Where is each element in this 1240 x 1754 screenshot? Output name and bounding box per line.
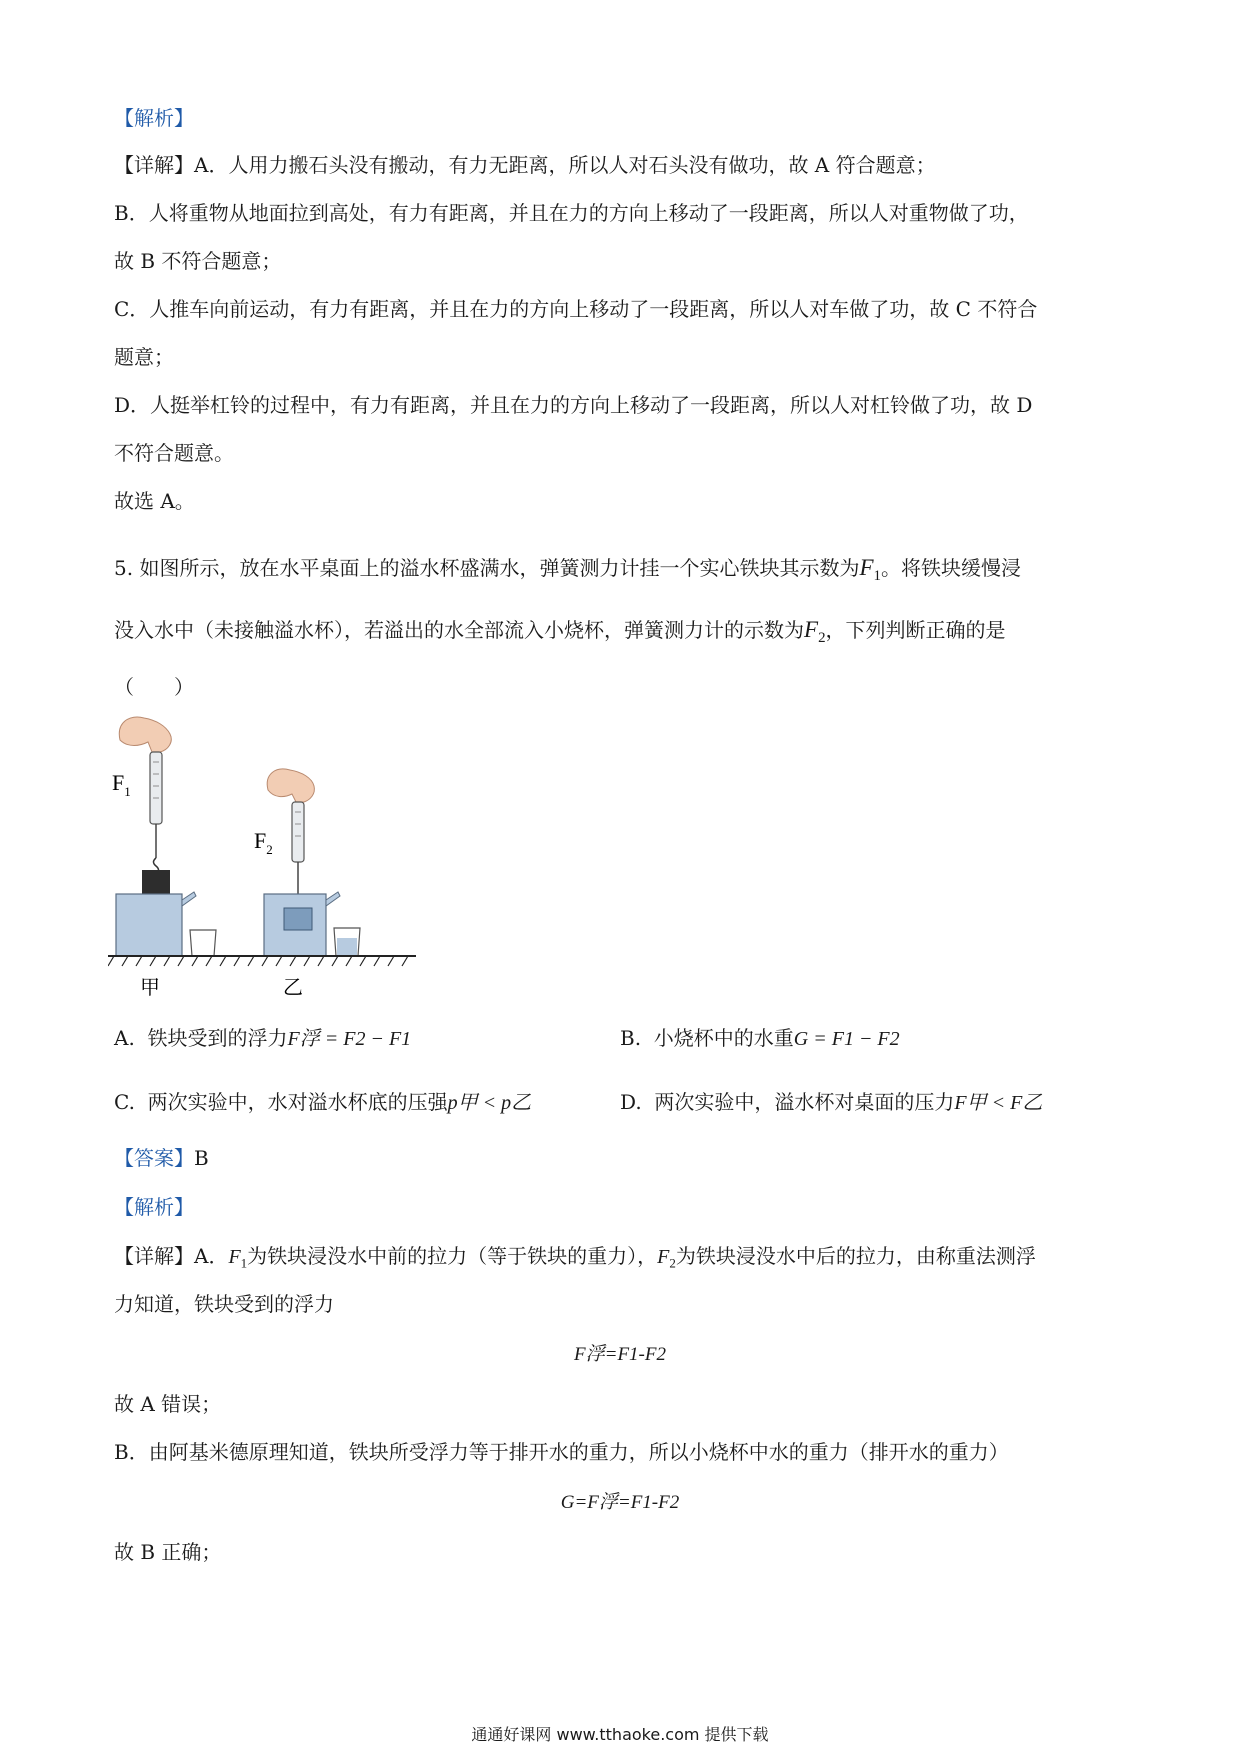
iron-block-submerged (284, 908, 312, 930)
q5-line2-post: ，下列判断正确的是 (825, 618, 1006, 642)
option-d (620, 1087, 1042, 1118)
hand-left (119, 717, 171, 752)
detail-d-line2: 不符合题意。 (114, 441, 234, 465)
option-b-text: 小烧杯中的水重 (653, 1026, 794, 1050)
detail2-a-mid1: 为铁块浸没水中前的拉力（等于铁块的重力）， (247, 1244, 658, 1268)
detail-b-line2: 故 B 不符合题意； (114, 249, 282, 273)
spring-scale-left (150, 752, 162, 824)
option-c-label: C. (114, 1090, 135, 1114)
detail-choice: 故选 A。 (114, 489, 195, 513)
detail2-a-pre: A． (194, 1244, 229, 1268)
footer-text: 通通好课网 www.tthaoke.com 提供下载 (471, 1725, 769, 1744)
iron-block-left (142, 870, 170, 894)
label-yi: 乙 (283, 975, 303, 999)
option-b (620, 1023, 900, 1054)
detail2-tag: 【详解】 (114, 1244, 194, 1268)
detail-c-line2: 题意； (114, 345, 174, 369)
option-a-text: 铁块受到的浮力 (147, 1026, 288, 1050)
spring-scale-right (292, 802, 304, 862)
option-d-label: D. (620, 1090, 642, 1114)
label-f2: $F_2$ (254, 828, 273, 857)
option-c (114, 1087, 531, 1118)
apparatus-jia (112, 717, 216, 956)
label-jia: 甲 (140, 975, 160, 999)
option-a-label: A. (114, 1026, 135, 1050)
detail-a-line (114, 150, 936, 180)
option-a (114, 1023, 411, 1054)
option-d-text: 两次实验中，溢水杯对桌面的压力 (654, 1090, 955, 1114)
detail-tag: 【详解】 (114, 153, 194, 177)
equation-2: G=F浮=F1-F2 (560, 1492, 680, 1513)
detail2-b-line1: B．由阿基米德原理知道，铁块所受浮力等于排开水的重力，所以小烧杯中水的重力（排开水的重力） (114, 1440, 1009, 1464)
detail2-f1: $F_1$ (228, 1246, 248, 1271)
detail2-a-line2: 力知道，铁块受到的浮力 (114, 1292, 334, 1316)
equation-1: F浮=F1-F2 (574, 1344, 666, 1365)
analysis-tag-2: 【解析】 (114, 1195, 194, 1219)
hand-right (267, 769, 314, 802)
answer-line (114, 1143, 209, 1173)
option-c-text: 两次实验中，水对溢水杯底的压强 (147, 1090, 448, 1114)
spout-left (182, 892, 196, 906)
answer-value: B (194, 1146, 209, 1170)
answer-tag: 【答案】 (114, 1146, 194, 1170)
option-b-label: B. (620, 1026, 642, 1050)
label-f1: $F_1$ (112, 770, 131, 799)
option-b-formula: G = F1 − F2 (793, 1028, 900, 1050)
q5-line1-pre: 5. 如图所示，放在水平桌面上的溢水杯盛满水，弹簧测力计挂一个实心铁块其示数为 (114, 556, 860, 580)
q5-line1-post: 。将铁块缓慢浸 (880, 556, 1021, 580)
detail2-b-conclusion: 故 B 正确； (114, 1540, 222, 1564)
experiment-figure (108, 712, 428, 1002)
question5-line1 (114, 553, 1021, 591)
detail-d-line1: D．人挺举杠铃的过程中，有力有距离，并且在力的方向上移动了一段距离，所以人对杠铃做了功，故 D (114, 393, 1033, 417)
detail2-a-conclusion: 故 A 错误； (114, 1392, 222, 1416)
analysis-tag: 【解析】 (114, 106, 194, 130)
detail-a-text: A．人用力搬石头没有搬动，有力无距离，所以人对石头没有做功，故 A 符合题意； (194, 153, 936, 177)
q5-line2-pre: 没入水中（未接触溢水杯），若溢出的水全部流入小烧杯，弹簧测力计的示数为 (114, 618, 804, 642)
spout-right (326, 892, 340, 906)
beaker-left (190, 930, 216, 956)
q5-f2-symbol: $F_2$ (804, 617, 826, 647)
apparatus-yi (254, 769, 360, 956)
table-hatching (108, 956, 408, 966)
q5-f1-symbol: $F_1$ (859, 555, 881, 585)
detail2-f2: $F_2$ (657, 1246, 676, 1271)
option-a-formula: F浮 = F2 − F1 (287, 1028, 412, 1050)
question5-paren: （ ） (114, 675, 194, 699)
detail2-a-mid2: 为铁块浸没水中后的拉力，由称重法测浮 (675, 1244, 1036, 1268)
detail2-a-line1 (114, 1241, 1036, 1279)
overflow-cup-left (116, 894, 182, 956)
detail-b-line1: B．人将重物从地面拉到高处，有力有距离，并且在力的方向上移动了一段距离，所以人对重物做了功， (114, 201, 1029, 225)
question5-line2 (114, 615, 1006, 653)
detail-c-line1: C．人推车向前运动，有力有距离，并且在力的方向上移动了一段距离，所以人对车做了功，故 C 不符合 (114, 297, 1038, 321)
option-c-formula: p甲 < p乙 (447, 1092, 532, 1114)
option-d-formula: F甲 < F乙 (954, 1092, 1043, 1114)
